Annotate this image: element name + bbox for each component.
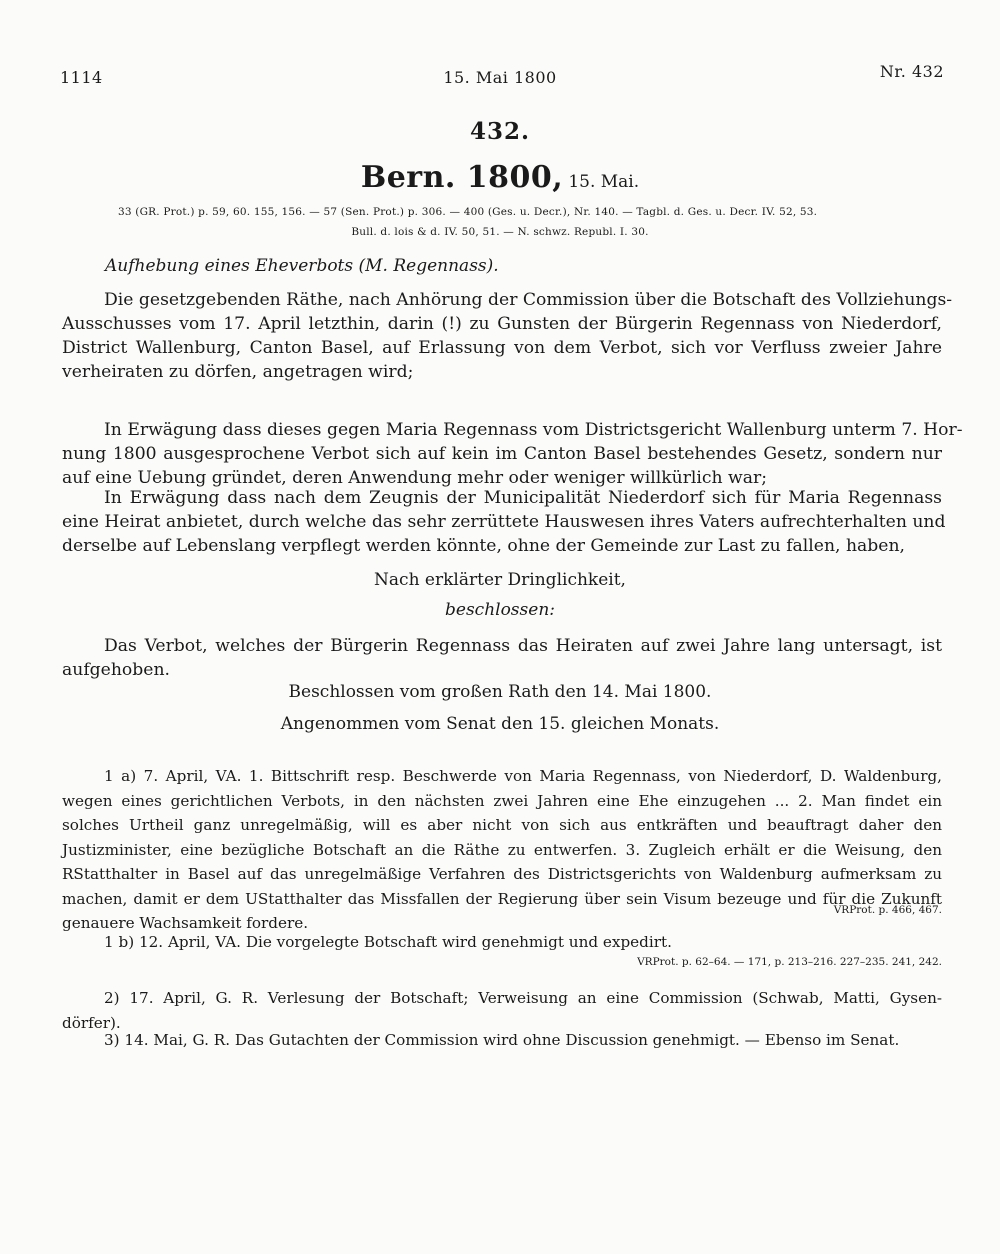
text-line: verheiraten zu dörfen, angetragen wird; bbox=[62, 362, 414, 382]
place-date-heading bbox=[0, 160, 1000, 195]
text-line: In Erwägung dass nach dem Zeugnis der Municipalität Niederdorf sich für Maria Regennass bbox=[104, 488, 942, 508]
page-number: 1114 bbox=[60, 68, 103, 87]
note-line: wegen eines gerichtlichen Verbots, in den nächsten zwei Jahren eine Ehe einzugehen ... 2. Man findet ein bbox=[62, 791, 942, 810]
paragraph-decision bbox=[62, 634, 942, 682]
urgency-line: Nach erklärter Dringlichkeit, bbox=[374, 570, 626, 590]
text-line: District Wallenburg, Canton Basel, auf Erlassung von dem Verbot, sich vor Verfluss zweier Jahre bbox=[62, 338, 942, 358]
source-references-line2: Bull. d. lois & d. IV. 50, 51. — N. schwz. Republ. I. 30. bbox=[351, 226, 649, 238]
rubric: Aufhebung eines Eheverbots (M. Regennass). bbox=[105, 256, 499, 276]
text-line: nung 1800 ausgesprochene Verbot sich auf kein im Canton Basel bestehendes Gesetz, sondern nur bbox=[62, 444, 942, 464]
entry-number: 432. bbox=[469, 118, 531, 145]
text-line: Die gesetzgebenden Räthe, nach Anhörung der Commission über die Botschaft des Vollziehungs- bbox=[104, 290, 953, 310]
place-year: Bern. 1800, bbox=[360, 160, 564, 195]
text-line: auf eine Uebung gründet, deren Anwendung mehr oder weniger willkürlich war; bbox=[62, 468, 768, 488]
note-1a bbox=[62, 764, 942, 936]
text-line: derselbe auf Lebenslang verpflegt werden könnte, ohne der Gemeinde zur Last zu fallen, haben, bbox=[62, 536, 905, 556]
note-1b bbox=[62, 930, 942, 955]
text-line: eine Heirat anbietet, durch welche das sehr zerrüttete Hauswesen ihres Vaters aufrechterhalten und bbox=[62, 512, 946, 532]
text-line: Ausschusses vom 17. April letzthin, darin (!) zu Gunsten der Bürgerin Regennass von Niederdorf, bbox=[62, 314, 942, 334]
day: 15. Mai. bbox=[568, 172, 640, 192]
note-line: solches Urtheil ganz unregelmäßig, will es aber nicht von sich aus entkräften und beauftragt daher den bbox=[62, 816, 942, 834]
text-line: In Erwägung dass dieses gegen Maria Regennass vom Districtsgericht Wallenburg unterm 7. Hor- bbox=[104, 420, 963, 440]
note-line: Justizminister, eine bezügliche Botschaft an die Räthe zu entwerfen. 3. Zugleich erhält er die Weisung, den bbox=[62, 840, 942, 859]
note-line: 1 b) 12. April, VA. Die vorgelegte Botschaft wird genehmigt und expedirt. bbox=[104, 933, 672, 951]
note-line: 2) 17. April, G. R. Verlesung der Botschaft; Verweisung an eine Commission (Schwab, Matti, Gysen- bbox=[104, 989, 942, 1007]
note-3 bbox=[62, 1028, 942, 1053]
document-number: Nr. 432 bbox=[879, 62, 944, 81]
note-line: machen, damit er dem UStatthalter das Missfallen der Regierung über sein Visum bezeuge und für die Zukunft bbox=[62, 889, 942, 908]
note-1a-reference: VRProt. p. 466, 467. bbox=[833, 904, 942, 916]
note-line: 1 a) 7. April, VA. 1. Bittschrift resp. Beschwerde von Maria Regennass, von Niederdorf, D. Waldenburg, bbox=[104, 767, 942, 785]
closing-senate: Angenommen vom Senat den 15. gleichen Monats. bbox=[280, 714, 720, 734]
note-line: RStatthalter in Basel auf das unregelmäßige Verfahren des Districtsgerichts von Waldenburg aufmerksam zu bbox=[62, 865, 942, 883]
note-1b-reference: VRProt. p. 62–64. — 171, p. 213–216. 227–235. 241, 242. bbox=[637, 956, 942, 968]
text-line: aufgehoben. bbox=[62, 660, 170, 680]
note-line: dörfer). bbox=[62, 1013, 121, 1032]
paragraph-considering-1 bbox=[62, 418, 963, 490]
note-line: genauere Wachsamkeit fordere. bbox=[62, 914, 309, 932]
paragraph-considering-2 bbox=[62, 486, 946, 558]
closing-great-council: Beschlossen vom großen Rath den 14. Mai 1800. bbox=[288, 682, 712, 702]
note-line: 3) 14. Mai, G. R. Das Gutachten der Commission wird ohne Discussion genehmigt. — Ebenso im Senat. bbox=[104, 1031, 900, 1049]
paragraph-preamble bbox=[62, 288, 953, 384]
text-line: Das Verbot, welches der Bürgerin Regennass das Heiraten auf zwei Jahre lang untersagt, ist bbox=[104, 636, 942, 656]
running-date: 15. Mai 1800 bbox=[443, 68, 557, 87]
source-references-line1: 33 (GR. Prot.) p. 59, 60. 155, 156. — 57 (Sen. Prot.) p. 306. — 400 (Ges. u. Decr.), Nr. 140. — Tagbl. d. Ges. u. Decr. IV. 52, 53. bbox=[118, 206, 818, 218]
resolved-line: beschlossen: bbox=[445, 600, 555, 620]
